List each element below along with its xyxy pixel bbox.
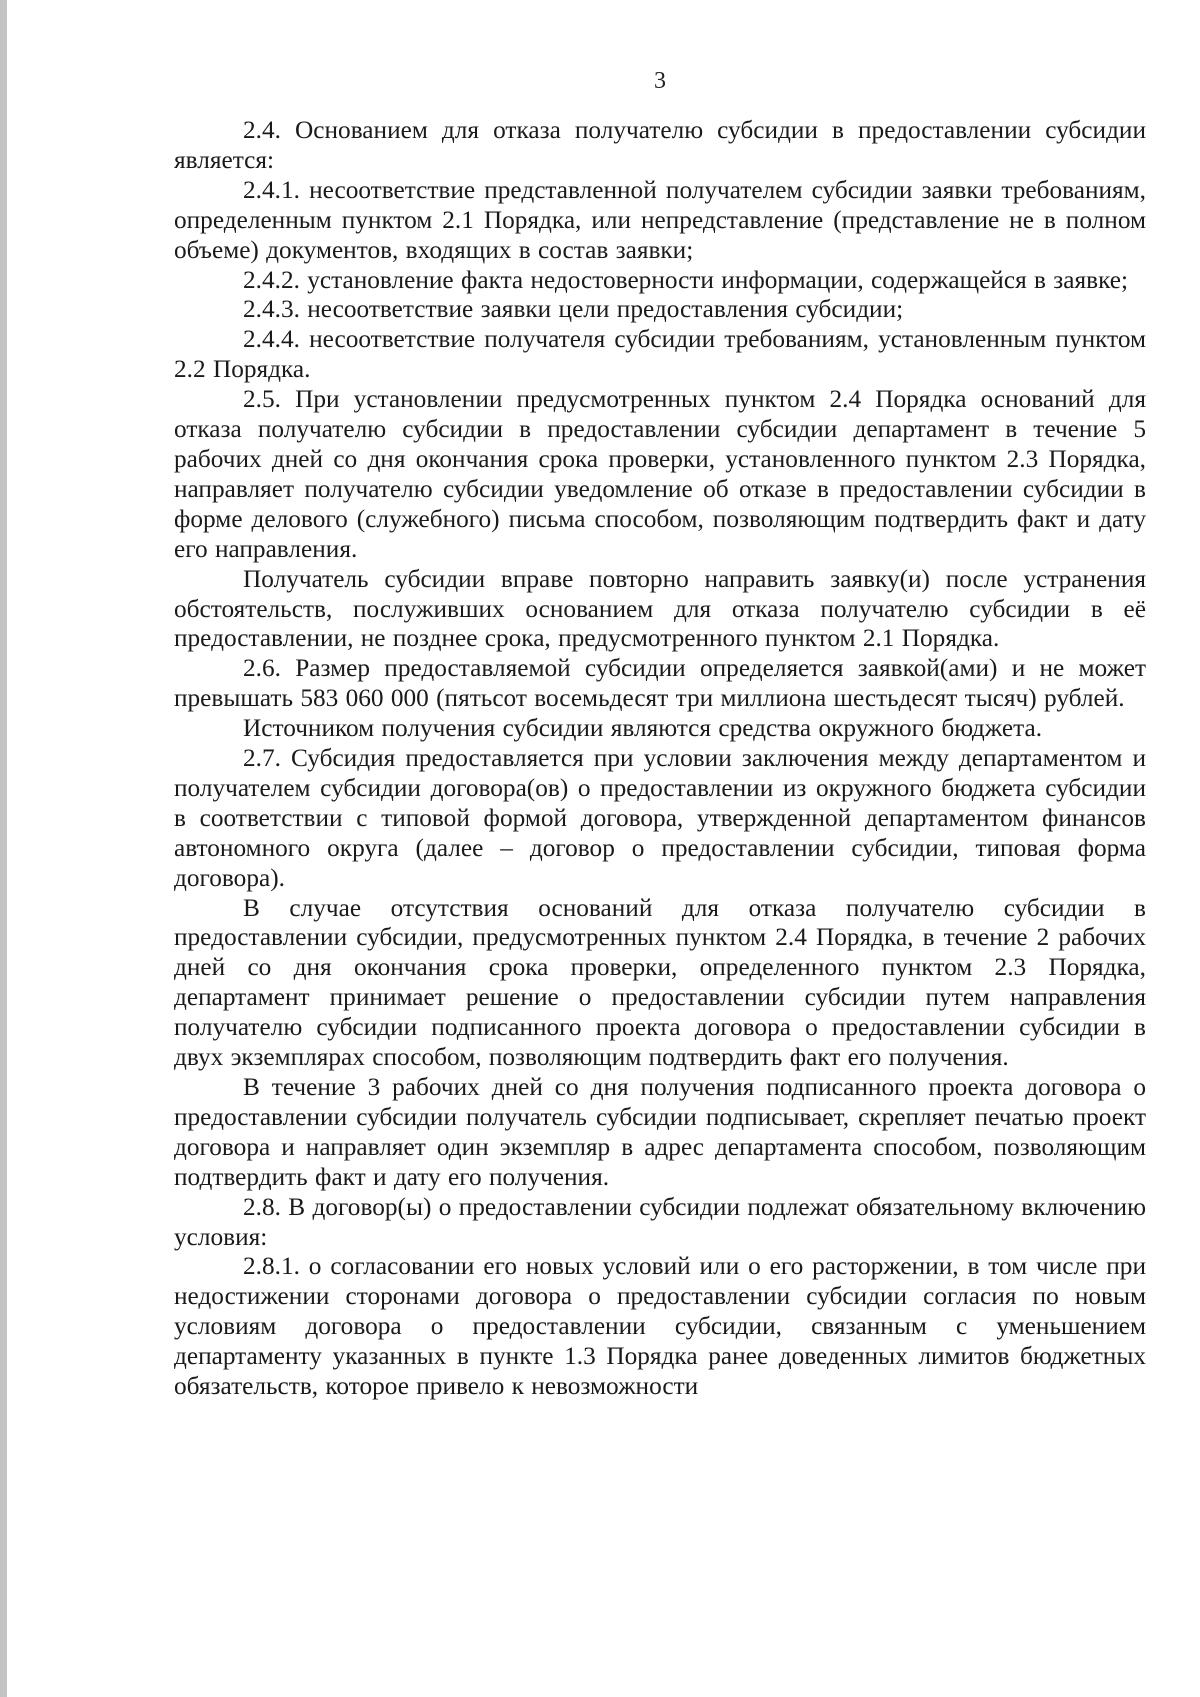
paragraph-2-8-1: 2.8.1. о согласовании его новых условий или о его расторжении, в том числе при недостижении сторонами договора о предоставлении субсидии согласия по новым условиям договора о предоставлении субсидии, связанным с уменьшением департаменту указанных в пункте 1.3 Порядка ранее доведенных лимитов бюджетных обязательств, которое привело к невозможности: [174, 1252, 1146, 1401]
paragraph-2-7-no-refusal: В случае отсутствия оснований для отказа получателю субсидии в предоставлении субсидии, предусмотренных пунктом 2.4 Порядка, в течение 2 рабочих дней со дня окончания срока проверки, определенного пунктом 2.3 Порядка, департамент принимает решение о предоставлении субсидии путем направления получателю субсидии подписанного проекта договора о предоставлении субсидии в двух экземплярах способом, позволяющим подтвердить факт его получения.: [174, 893, 1146, 1072]
paragraph-2-4-4: 2.4.4. несоответствие получателя субсидии требованиям, установленным пунктом 2.2 Порядка.: [174, 325, 1146, 384]
document-body: [174, 116, 1146, 1402]
scan-left-edge: [0, 0, 7, 1697]
paragraph-2-6: 2.6. Размер предоставляемой субсидии определяется заявкой(ами) и не может превышать 583 060 000 (пятьсот восемьдесят три миллиона шестьдесят тысяч) рублей.: [174, 654, 1146, 713]
page-number: 3: [654, 68, 666, 94]
paragraph-2-4-1: 2.4.1. несоответствие представленной получателем субсидии заявки требованиям, определенным пунктом 2.1 Порядка, или непредставление (представление не в полном объеме) документов, входящих в состав заявки;: [174, 175, 1146, 264]
paragraph-2-4-3: 2.4.3. несоответствие заявки цели предоставления субсидии;: [243, 295, 904, 324]
paragraph-2-4-2: 2.4.2. установление факта недостоверности информации, содержащейся в заявке;: [243, 265, 1129, 294]
paragraph-2-7: 2.7. Субсидия предоставляется при условии заключения между департаментом и получателем субсидии договора(ов) о предоставлении из окружного бюджета субсидии в соответствии с типовой формой договора, утвержденной департаментом финансов автономного округа (далее – договор о предоставлении субсидии, типовая форма договора).: [174, 744, 1146, 892]
paragraph-2-6-funding-source: Источником получения субсидии являются средства окружного бюджета.: [243, 714, 1043, 743]
paragraph-2-5-repeat-application: Получатель субсидии вправе повторно направить заявку(и) после устранения обстоятельств, послуживших основанием для отказа получателю субсидии в её предоставлении, не позднее срока, предусмотренного пунктом 2.1 Порядка.: [174, 564, 1146, 653]
paragraph-2-4: 2.4. Основанием для отказа получателю субсидии в предоставлении субсидии является:: [174, 116, 1146, 174]
paragraph-2-7-signing: В течение 3 рабочих дней со дня получения подписанного проекта договора о предоставлении субсидии получатель субсидии подписывает, скрепляет печатью проект договора и направляет один экземпляр в адрес департамента способом, позволяющим подтвердить факт и дату его получения.: [174, 1073, 1146, 1191]
paragraph-2-5: 2.5. При установлении предусмотренных пунктом 2.4 Порядка оснований для отказа получателю субсидии в предоставлении субсидии департамент в течение 5 рабочих дней со дня окончания срока проверки, установленного пунктом 2.3 Порядка, направляет получателю субсидии уведомление об отказе в предоставлении субсидии в форме делового (служебного) письма способом, позволяющим подтвердить факт и дату его направления.: [174, 385, 1146, 563]
paragraph-2-8: 2.8. В договор(ы) о предоставлении субсидии подлежат обязательному включению условия:: [174, 1192, 1146, 1251]
